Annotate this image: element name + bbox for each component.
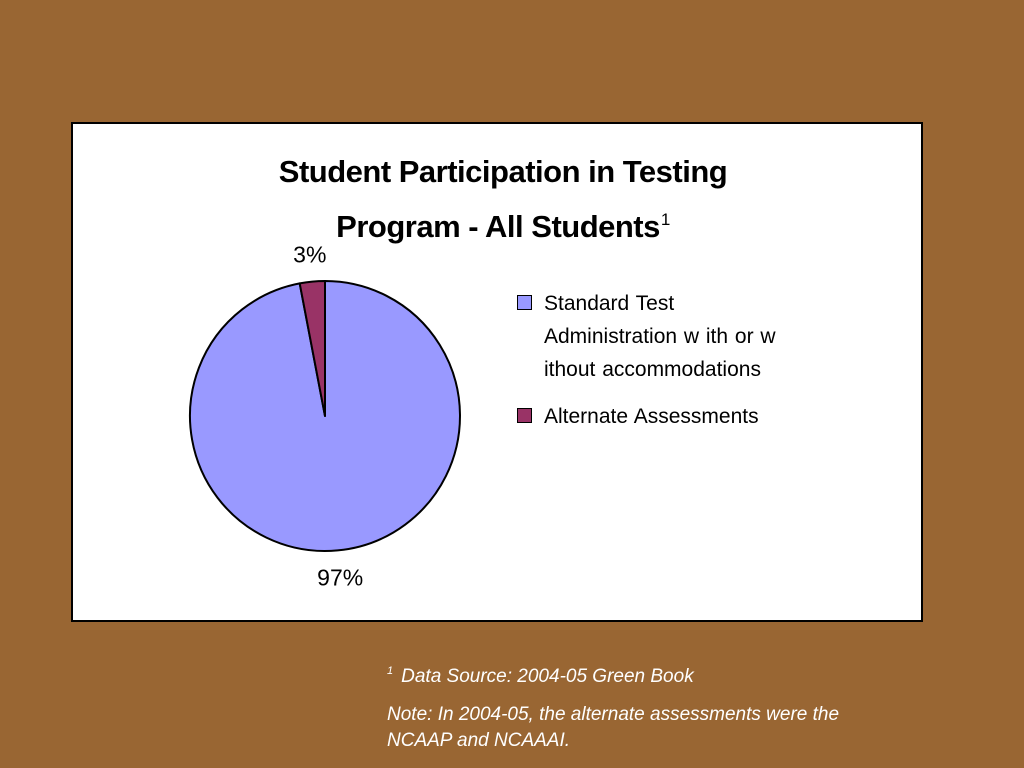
footnote-source (387, 658, 927, 690)
slice-label-alternate-assessments: 3% (293, 241, 327, 268)
chart-title-footnote-marker: 1 (660, 210, 670, 229)
legend-swatch-alternate-assessments (517, 408, 532, 423)
chart-container (71, 122, 923, 622)
legend-swatch-standard-test (517, 295, 532, 310)
legend-item-alternate-assessments (517, 400, 817, 433)
chart-title-line-1: Student Participation in Testing (278, 154, 728, 189)
footnote-source-marker: 1 (387, 665, 394, 677)
footnote-note: Note: In 2004-05, the alternate assessments were the NCAAP and NCAAAI. (387, 704, 840, 751)
chart-title-line-2-text: Program - All Students (336, 209, 660, 244)
footnote-source-text: Data Source: 2004-05 Green Book (401, 666, 694, 687)
legend-item-standard-test (517, 287, 817, 386)
slice-label-standard-test: 97% (317, 564, 364, 591)
footnotes (387, 658, 927, 754)
legend-label-alternate-assessments: Alternate Assessments (544, 405, 759, 428)
legend-label-standard-test: Standard Test Administration w ith or w ithout accommodations (544, 292, 776, 381)
chart-legend (517, 287, 817, 447)
